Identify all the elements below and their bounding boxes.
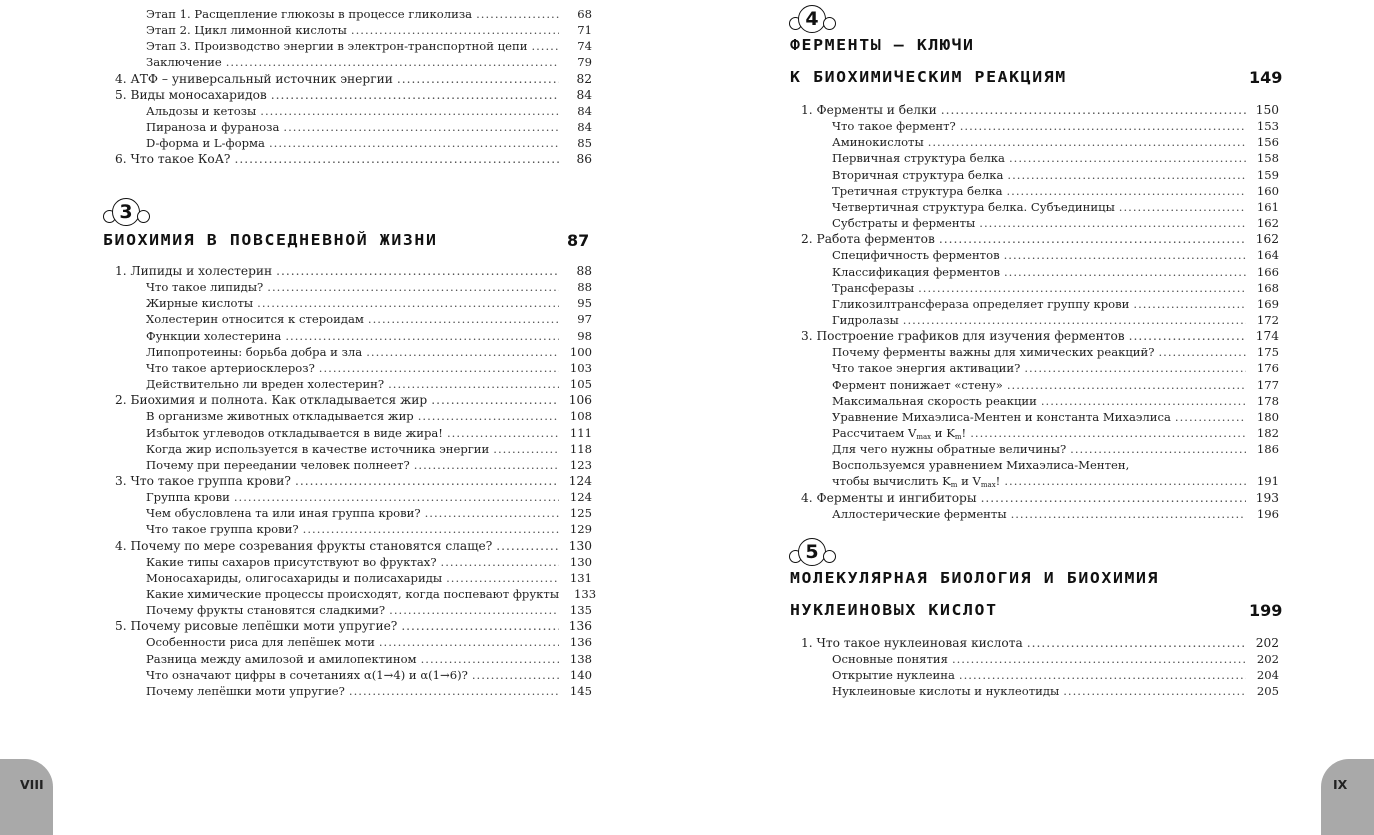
toc-section-entry: [801, 490, 1279, 506]
dot-leader: [1007, 377, 1246, 393]
toc-entry-page: 145: [569, 683, 592, 698]
toc-entry-title: 4. АТФ – универсальный источник энергии: [115, 71, 393, 86]
toc-entry-page: 74: [577, 39, 592, 54]
toc-entry-page: 204: [1256, 668, 1279, 683]
toc-entry-page: 124: [569, 490, 592, 505]
dot-leader: [441, 554, 559, 570]
chapter-5-page: 199: [1249, 601, 1283, 620]
toc-subsection-entry: [832, 296, 1279, 312]
chapter-number: 3: [112, 198, 140, 226]
chapter-3-page: 87: [567, 231, 590, 250]
toc-entry-page: 125: [569, 506, 592, 521]
dot-leader: [368, 311, 559, 327]
dot-leader: [283, 119, 559, 135]
toc-subsection-entry: [146, 135, 592, 151]
dot-leader: [960, 118, 1246, 134]
toc-entry-title: 5. Почему рисовые лепёшки моти упругие?: [115, 619, 398, 634]
dot-leader: [285, 328, 559, 344]
toc-entry-title: Этап 1. Расщепление глюкозы в процессе гликолиза: [146, 7, 473, 21]
toc-entry-title: Что означают цифры в сочетаниях α(1→4) и α(1→6)?: [146, 667, 468, 682]
dot-leader: [260, 103, 559, 119]
dot-leader: [952, 651, 1246, 667]
toc-entry-title: Открытие нуклеина: [832, 668, 955, 683]
dot-leader: [269, 135, 559, 151]
toc-subsection-entry: [832, 667, 1279, 683]
chapter-number: 5: [798, 538, 826, 566]
toc-subsection-entry: [146, 6, 592, 22]
toc-entry-page: 84: [577, 103, 592, 118]
toc-entry-title: Когда жир используется в качестве источника энергии: [146, 441, 490, 456]
toc-subsection-entry: [832, 215, 1279, 231]
toc-entry-title: Действительно ли вреден холестерин?: [146, 377, 385, 392]
toc-entry-title: 1. Ферменты и белки: [801, 103, 937, 117]
toc-entry-page: 95: [577, 296, 592, 311]
toc-entry-page: 174: [1255, 329, 1279, 344]
toc-entry-page: 111: [569, 425, 592, 440]
toc-section-entry: [115, 473, 592, 489]
toc-section-entry: [115, 392, 592, 408]
toc-entry-page: 205: [1256, 684, 1279, 699]
dot-leader: [1007, 167, 1246, 183]
toc-subsection-entry: [832, 183, 1279, 199]
toc-subsection-entry: [146, 119, 592, 135]
toc-entry-title: Особенности риса для лепёшек моти: [146, 635, 375, 650]
toc-section-entry: [801, 328, 1279, 344]
chapter-4-title-line1: ФЕРМЕНТЫ – КЛЮЧИ: [790, 36, 975, 54]
dot-leader: [319, 360, 559, 376]
toc-entry-title: Специфичность ферментов: [832, 248, 1000, 263]
dot-leader: [349, 683, 559, 699]
toc-subsection-entry: [832, 409, 1279, 425]
toc-subsection-entry: [832, 344, 1279, 360]
toc-entry-title: Аминокислоты: [832, 135, 924, 150]
toc-subsection-entry: [832, 506, 1279, 522]
dot-leader: [1133, 296, 1246, 312]
toc-subsection-entry: [146, 328, 592, 344]
toc-entry-title: 3. Построение графиков для изучения ферментов: [801, 329, 1125, 344]
toc-entry-page: 162: [1256, 216, 1279, 231]
toc-entry-title: D-форма и L-форма: [146, 136, 265, 151]
toc-entry-title: Альдозы и кетозы: [146, 103, 257, 118]
toc-entry-title: Почему лепёшки моти упругие?: [146, 683, 345, 698]
toc-entry-title: Что такое липиды?: [146, 280, 264, 295]
toc-entry-title: Почему при переедании человек полнеет?: [146, 457, 410, 472]
dot-leader: [1041, 393, 1246, 409]
dot-leader: [234, 151, 559, 167]
toc-entry-page: 177: [1256, 377, 1279, 392]
toc-subsection-entry: [832, 118, 1279, 134]
toc-entry-title: Что такое фермент?: [832, 119, 956, 134]
toc-subsection-entry: [832, 247, 1279, 263]
toc-entry-title: Первичная структура белка: [832, 151, 1005, 166]
toc-subsection-entry: [832, 167, 1279, 183]
dot-leader: [425, 505, 559, 521]
toc-subsection-entry: [832, 473, 1279, 489]
toc-subsection-entry: [146, 376, 592, 392]
circle-icon: [823, 17, 836, 30]
toc-entry-page: 88: [577, 280, 592, 295]
dot-leader: [303, 521, 559, 537]
page-number: VIII: [20, 777, 44, 792]
dot-leader: [1129, 328, 1246, 344]
toc-entry-page: 178: [1256, 393, 1279, 408]
toc-subsection-entry: [146, 602, 592, 618]
dot-leader: [271, 87, 559, 103]
toc-entry-page: 84: [576, 87, 592, 102]
dot-leader: [979, 215, 1246, 231]
toc-entry-page: 108: [569, 409, 592, 424]
toc-subsection-entry: [146, 570, 592, 586]
dot-leader: [493, 441, 559, 457]
toc-entry-page: 131: [569, 570, 592, 585]
toc-entry-title: Функции холестерина: [146, 328, 282, 343]
toc-entry-title: Воспользуемся уравнением Михаэлиса-Ментен,: [832, 458, 1130, 473]
toc-entry-title: В организме животных откладывается жир: [146, 409, 414, 424]
toc-entry-title: Пираноза и фураноза: [146, 120, 280, 135]
toc-entry-title: Уравнение Михаэлиса-Ментен и константа Михаэлиса: [832, 409, 1171, 424]
toc-entry-title: Какие типы сахаров присутствуют во фруктах?: [146, 554, 437, 569]
toc-entry-title: 3. Что такое группа крови?: [115, 473, 291, 488]
toc-subsection-entry: [146, 279, 592, 295]
toc-section-entry: [115, 87, 592, 103]
toc-entry-title: Липопротеины: борьба добра и зла: [146, 344, 363, 359]
chapter-3-badge: [103, 198, 153, 234]
toc-entry-title: Моносахариды, олигосахариды и полисахариды: [146, 570, 443, 585]
circle-icon: [137, 210, 150, 223]
dot-leader: [1004, 264, 1246, 280]
toc-entry-page: 98: [577, 328, 592, 343]
toc-entry-title: 1. Что такое нуклеиновая кислота: [801, 636, 1023, 650]
toc-section-entry: [115, 71, 592, 87]
toc-subsection-entry: [832, 134, 1279, 150]
toc-subsection-entry: [832, 280, 1279, 296]
dot-leader: [1004, 247, 1246, 263]
toc-entry-page: 86: [576, 152, 592, 167]
toc-section-entry: [115, 151, 592, 167]
toc-entry-page: 150: [1255, 103, 1279, 117]
dot-leader: [941, 102, 1246, 118]
toc-entry-title: Нуклеиновые кислоты и нуклеотиды: [832, 684, 1060, 699]
toc-section-entry: [115, 618, 592, 634]
toc-entry-title: 2. Биохимия и полнота. Как откладывается жир: [115, 393, 428, 408]
toc-entry-page: 84: [577, 120, 592, 135]
toc-entry-title: Что такое энергия активации?: [832, 361, 1021, 376]
toc-section-entry: [115, 263, 592, 279]
dot-leader: [1027, 635, 1246, 651]
toc-subsection-entry: [146, 489, 592, 505]
dot-leader: [414, 457, 559, 473]
toc-entry-title: Классификация ферментов: [832, 264, 1000, 279]
toc-entry-title: Что такое группа крови?: [146, 522, 299, 537]
toc-entry-title: 6. Что такое КоА?: [115, 152, 231, 167]
toc-entry-title: 4. Почему по мере созревания фрукты становятся слаще?: [115, 538, 493, 553]
toc-subsection-entry: [146, 295, 592, 311]
toc-entry-title: Чем обусловлена та или иная группа крови?: [146, 506, 421, 521]
toc-subsection-entry: [146, 554, 592, 570]
toc-section-entry: [801, 231, 1279, 247]
dot-leader: [472, 667, 559, 683]
toc-subsection-entry: [832, 150, 1279, 166]
toc-subsection-entry: [832, 264, 1279, 280]
dot-leader: [447, 425, 559, 441]
toc-entry-title: Почему фрукты становятся сладкими?: [146, 603, 386, 618]
dot-leader: [1175, 409, 1246, 425]
toc-entry-title: Основные понятия: [832, 652, 948, 667]
dot-leader: [476, 6, 559, 22]
toc-entry-title: Группа крови: [146, 490, 230, 505]
dot-leader: [379, 634, 559, 650]
toc-entry-page: 193: [1255, 490, 1279, 505]
dot-leader: [401, 618, 559, 634]
toc-entry-title: Третичная структура белка: [832, 183, 1003, 198]
toc-entry-title: 4. Ферменты и ингибиторы: [801, 490, 977, 505]
dot-leader: [531, 38, 559, 54]
toc-subsection-entry: [832, 683, 1279, 699]
toc-subsection-entry: [146, 311, 592, 327]
dot-leader: [1119, 199, 1246, 215]
toc-entry-page: 88: [576, 264, 592, 278]
toc-entry-title: Гидролазы: [832, 312, 899, 327]
toc-entry-page: 168: [1256, 280, 1279, 295]
dot-leader: [267, 279, 559, 295]
toc-entry-page: 97: [577, 312, 592, 327]
toc-entry-page: 118: [569, 441, 592, 456]
toc-subsection-entry: [146, 344, 592, 360]
toc-entry-page: 196: [1256, 506, 1279, 521]
chapter-4-page: 149: [1249, 68, 1283, 87]
page-number-tab-right: [1321, 759, 1374, 835]
dot-leader: [257, 295, 559, 311]
toc-entry-title: Для чего нужны обратные величины?: [832, 442, 1067, 457]
toc-subsection-entry: [832, 360, 1279, 376]
toc-entry-title: Этап 2. Цикл лимонной кислоты: [146, 23, 347, 38]
toc-entry-title: Жирные кислоты: [146, 296, 254, 311]
toc-entry-page: 130: [569, 554, 592, 569]
toc-subsection-entry: [146, 634, 592, 650]
toc-entry-page: 135: [569, 603, 592, 618]
toc-entry-page: 176: [1256, 361, 1279, 376]
toc-subsection-entry: [146, 651, 592, 667]
toc-section-entry: [801, 102, 1279, 118]
dot-leader: [351, 22, 559, 38]
toc-entry-page: 105: [569, 377, 592, 392]
toc-entry-title: Фермент понижает «стену»: [832, 377, 1003, 392]
toc-section-entry: [801, 635, 1279, 651]
toc-subsection-entry: [832, 199, 1279, 215]
page-number: IX: [1333, 777, 1348, 792]
toc-entry-page: 186: [1256, 442, 1279, 457]
toc-subsection-entry: [146, 505, 592, 521]
toc-entry-page: 162: [1255, 232, 1279, 247]
dot-leader: [981, 490, 1246, 506]
toc-subsection-entry: [146, 22, 592, 38]
chapter-5-title-line1: МОЛЕКУЛЯРНАЯ БИОЛОГИЯ И БИОХИМИЯ: [790, 569, 1160, 587]
toc-entry-page: 79: [577, 55, 592, 70]
toc-entry-title: Избыток углеводов откладывается в виде жира!: [146, 425, 443, 440]
dot-leader: [959, 667, 1246, 683]
toc-entry-title: 2. Работа ферментов: [801, 232, 935, 247]
toc-entry-page: 138: [569, 651, 592, 666]
toc-section-entry: [115, 538, 592, 554]
toc-subsection-entry: [832, 651, 1279, 667]
toc-entry-page: 123: [569, 457, 592, 472]
toc-entry-page: 136: [569, 635, 592, 650]
dot-leader: [970, 425, 1246, 441]
toc-entry-page: 158: [1256, 151, 1279, 166]
toc-entry-title: чтобы вычислить $K_m$ и $V_{max}$!: [832, 474, 1001, 490]
toc-entry-page: 130: [568, 538, 592, 553]
toc-entry-page: 136: [568, 619, 592, 634]
dot-leader: [431, 392, 559, 408]
toc-subsection-entry: [146, 408, 592, 424]
toc-entry-title: Заключение: [146, 55, 222, 70]
chapter-4-title-line2: К БИОХИМИЧЕСКИМ РЕАКЦИЯМ: [790, 68, 1067, 86]
dot-leader: [389, 602, 559, 618]
toc-subsection-entry: [146, 683, 592, 699]
circle-icon: [823, 550, 836, 563]
toc-subsection-entry: [146, 441, 592, 457]
toc-subsection-entry: [832, 441, 1279, 457]
toc-subsection-entry: [146, 54, 592, 70]
toc-entry-page: 85: [577, 136, 592, 151]
toc-entry-title: Какие химические процессы происходят, когда поспевают фрукты: [146, 587, 560, 601]
toc-subsection-entry: [832, 393, 1279, 409]
toc-entry-title: Что такое артериосклероз?: [146, 360, 315, 375]
dot-leader: [234, 489, 559, 505]
toc-subsection-entry: [146, 457, 592, 473]
dot-leader: [1011, 506, 1246, 522]
dot-leader: [1024, 360, 1246, 376]
toc-entry-title: Аллостерические ферменты: [832, 506, 1007, 521]
toc-subsection-entry: [146, 586, 597, 602]
dot-leader: [939, 231, 1246, 247]
toc-subsection-entry: [832, 457, 1279, 473]
toc-entry-page: 202: [1256, 652, 1279, 667]
toc-subsection-entry: [146, 521, 592, 537]
toc-subsection-entry: [146, 425, 592, 441]
dot-leader: [496, 538, 559, 554]
toc-entry-page: 82: [576, 71, 592, 86]
toc-entry-page: 103: [569, 360, 592, 375]
toc-entry-page: 191: [1256, 474, 1279, 489]
toc-entry-page: 133: [573, 587, 597, 601]
toc-entry-page: 166: [1256, 264, 1279, 279]
toc-entry-title: Трансферазы: [832, 280, 915, 295]
toc-subsection-entry: [832, 312, 1279, 328]
dot-leader: [1006, 183, 1246, 199]
page-number-tab-left: [0, 759, 53, 835]
toc-entry-title: Разница между амилозой и амилопектином: [146, 651, 417, 666]
toc-entry-page: 140: [569, 667, 592, 682]
toc-subsection-entry: [146, 667, 592, 683]
dot-leader: [1158, 344, 1246, 360]
toc-entry-page: 159: [1256, 167, 1279, 182]
toc-entry-page: 161: [1256, 199, 1279, 214]
toc-entry-title: Этап 3. Производство энергии в электрон-транспортной цепи: [146, 39, 528, 54]
toc-entry-page: 175: [1256, 345, 1279, 360]
toc-entry-page: 106: [568, 393, 592, 408]
toc-entry-page: 124: [568, 473, 592, 488]
dot-leader: [366, 344, 559, 360]
chapter-3-title: БИОХИМИЯ В ПОВСЕДНЕВНОЙ ЖИЗНИ: [103, 231, 438, 249]
chapter-5-title-line2: НУКЛЕИНОВЫХ КИСЛОТ: [790, 601, 998, 619]
toc-entry-title: Рассчитаем $V_{max}$ и $K_m$!: [832, 426, 967, 441]
toc-entry-title: Вторичная структура белка: [832, 167, 1004, 182]
toc-entry-page: 160: [1256, 183, 1279, 198]
dot-leader: [388, 376, 559, 392]
toc-entry-title: Почему ферменты важны для химических реакций?: [832, 345, 1155, 360]
toc-entry-page: 202: [1255, 636, 1279, 650]
dot-leader: [903, 312, 1246, 328]
toc-entry-title: Максимальная скорость реакции: [832, 393, 1037, 408]
toc-entry-page: 156: [1256, 135, 1279, 150]
dot-leader: [1070, 441, 1246, 457]
toc-entry-title: Субстраты и ферменты: [832, 216, 976, 231]
toc-entry-title: 1. Липиды и холестерин: [115, 264, 273, 278]
toc-entry-page: 172: [1256, 312, 1279, 327]
dot-leader: [418, 408, 559, 424]
toc-entry-page: 180: [1256, 409, 1279, 424]
toc-entry-title: Гликозилтрансфераза определяет группу крови: [832, 296, 1130, 311]
toc-entry-page: 182: [1256, 426, 1279, 440]
toc-entry-title: Четвертичная структура белка. Субъединицы: [832, 199, 1115, 214]
toc-entry-page: 100: [569, 344, 592, 359]
dot-leader: [295, 473, 559, 489]
dot-leader: [397, 71, 559, 87]
dot-leader: [226, 54, 559, 70]
toc-entry-page: 169: [1256, 296, 1279, 311]
dot-leader: [276, 263, 559, 279]
dot-leader: [446, 570, 559, 586]
toc-entry-page: 71: [577, 23, 592, 38]
toc-entry-page: 164: [1256, 248, 1279, 263]
toc-entry-page: 68: [577, 7, 592, 21]
toc-entry-page: 153: [1256, 119, 1279, 134]
toc-subsection-entry: [146, 360, 592, 376]
chapter-number: 4: [798, 5, 826, 33]
dot-leader: [1009, 150, 1246, 166]
dot-leader: [918, 280, 1246, 296]
toc-subsection-entry: [832, 377, 1279, 393]
dot-leader: [1004, 473, 1246, 489]
toc-entry-title: Холестерин относится к стероидам: [146, 312, 364, 327]
dot-leader: [421, 651, 559, 667]
toc-entry-title: 5. Виды моносахаридов: [115, 87, 267, 102]
dot-leader: [1063, 683, 1246, 699]
toc-subsection-entry: [832, 425, 1279, 441]
dot-leader: [928, 134, 1246, 150]
toc-subsection-entry: [146, 103, 592, 119]
toc-subsection-entry: [146, 38, 592, 54]
toc-entry-page: 129: [569, 522, 592, 537]
